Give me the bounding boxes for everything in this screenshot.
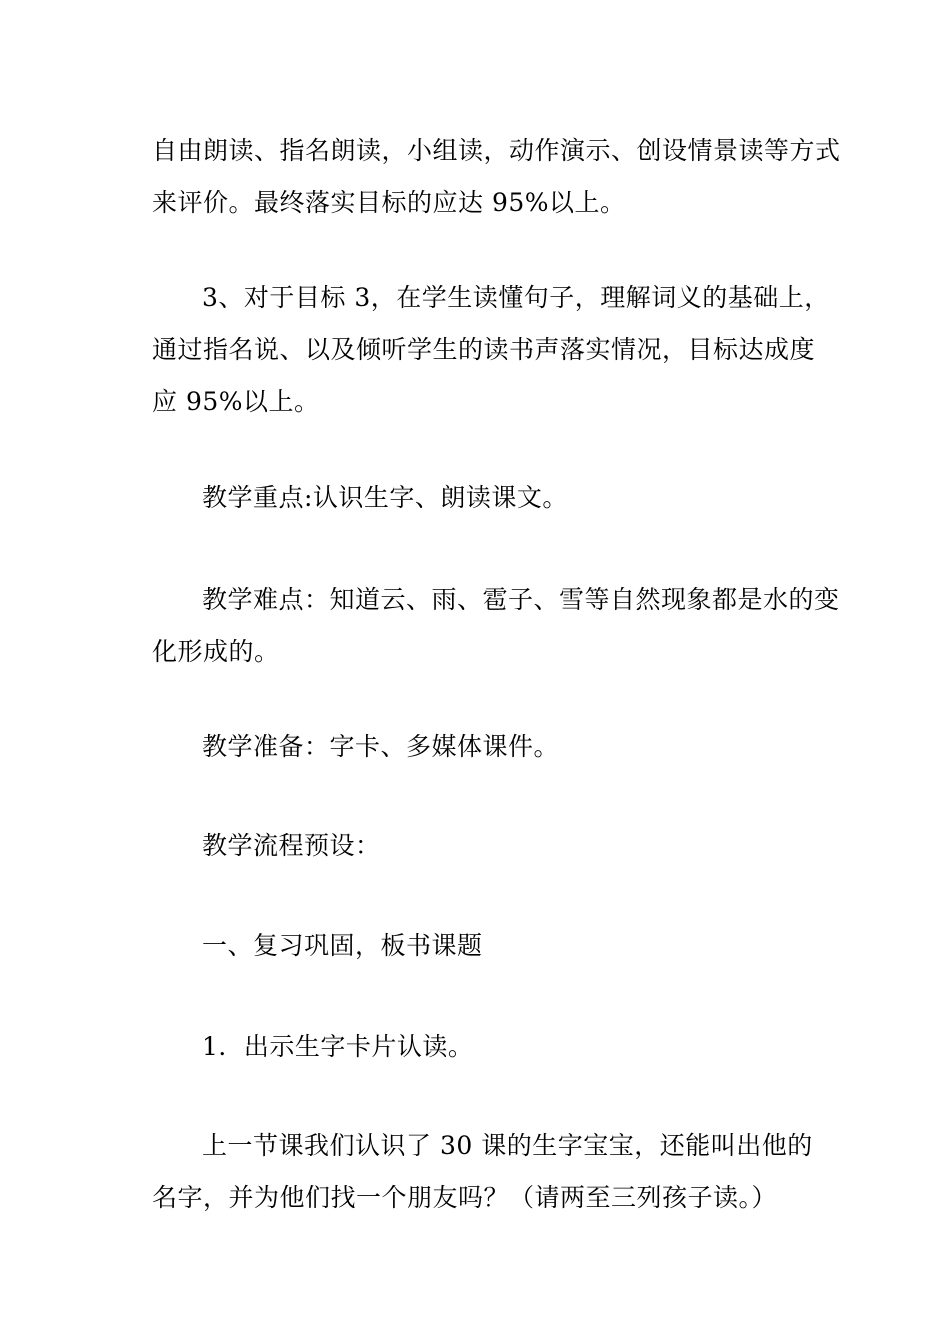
text-line: 3、对于目标 3，在学生读懂句子，理解词义的基础上，: [202, 283, 830, 312]
paragraph-process: [152, 820, 812, 872]
text-line: 化形成的。: [152, 637, 280, 666]
paragraph-section-1: [152, 920, 812, 972]
paragraph-last-lesson: [152, 1120, 812, 1224]
paragraph-evaluation-methods: [152, 125, 841, 229]
paragraph-step-1: [152, 1021, 812, 1073]
paragraph-preparation: [152, 721, 812, 773]
text-line: 教学重点:认识生字、朗读课文。: [202, 483, 568, 512]
text-line: 教学难点：知道云、雨、雹子、雪等自然现象都是水的变: [202, 585, 840, 614]
text-line: 通过指名说、以及倾听学生的读书声落实情况，目标达成度: [152, 335, 816, 364]
text-line: 上一节课我们认识了 30 课的生字宝宝，还能叫出他的: [202, 1131, 813, 1160]
text-line: 自由朗读、指名朗读，小组读，动作演示、创设情景读等方式: [152, 136, 841, 165]
text-line: 教学准备：字卡、多媒体课件。: [202, 732, 560, 761]
text-line: 1．出示生字卡片认读。: [202, 1032, 474, 1061]
section-heading: 一、复习巩固，板书课题: [202, 931, 483, 960]
paragraph-goal-3: [152, 272, 830, 428]
text-line: 应 95%以上。: [152, 387, 320, 416]
text-line: 来评价。最终落实目标的应达 95%以上。: [152, 188, 626, 217]
text-line: 教学流程预设：: [202, 831, 381, 860]
text-line: 名字，并为他们找一个朋友吗？（请两至三列孩子读。）: [152, 1183, 778, 1212]
paragraph-difficulties: [152, 574, 840, 678]
paragraph-key-points: [152, 472, 812, 524]
